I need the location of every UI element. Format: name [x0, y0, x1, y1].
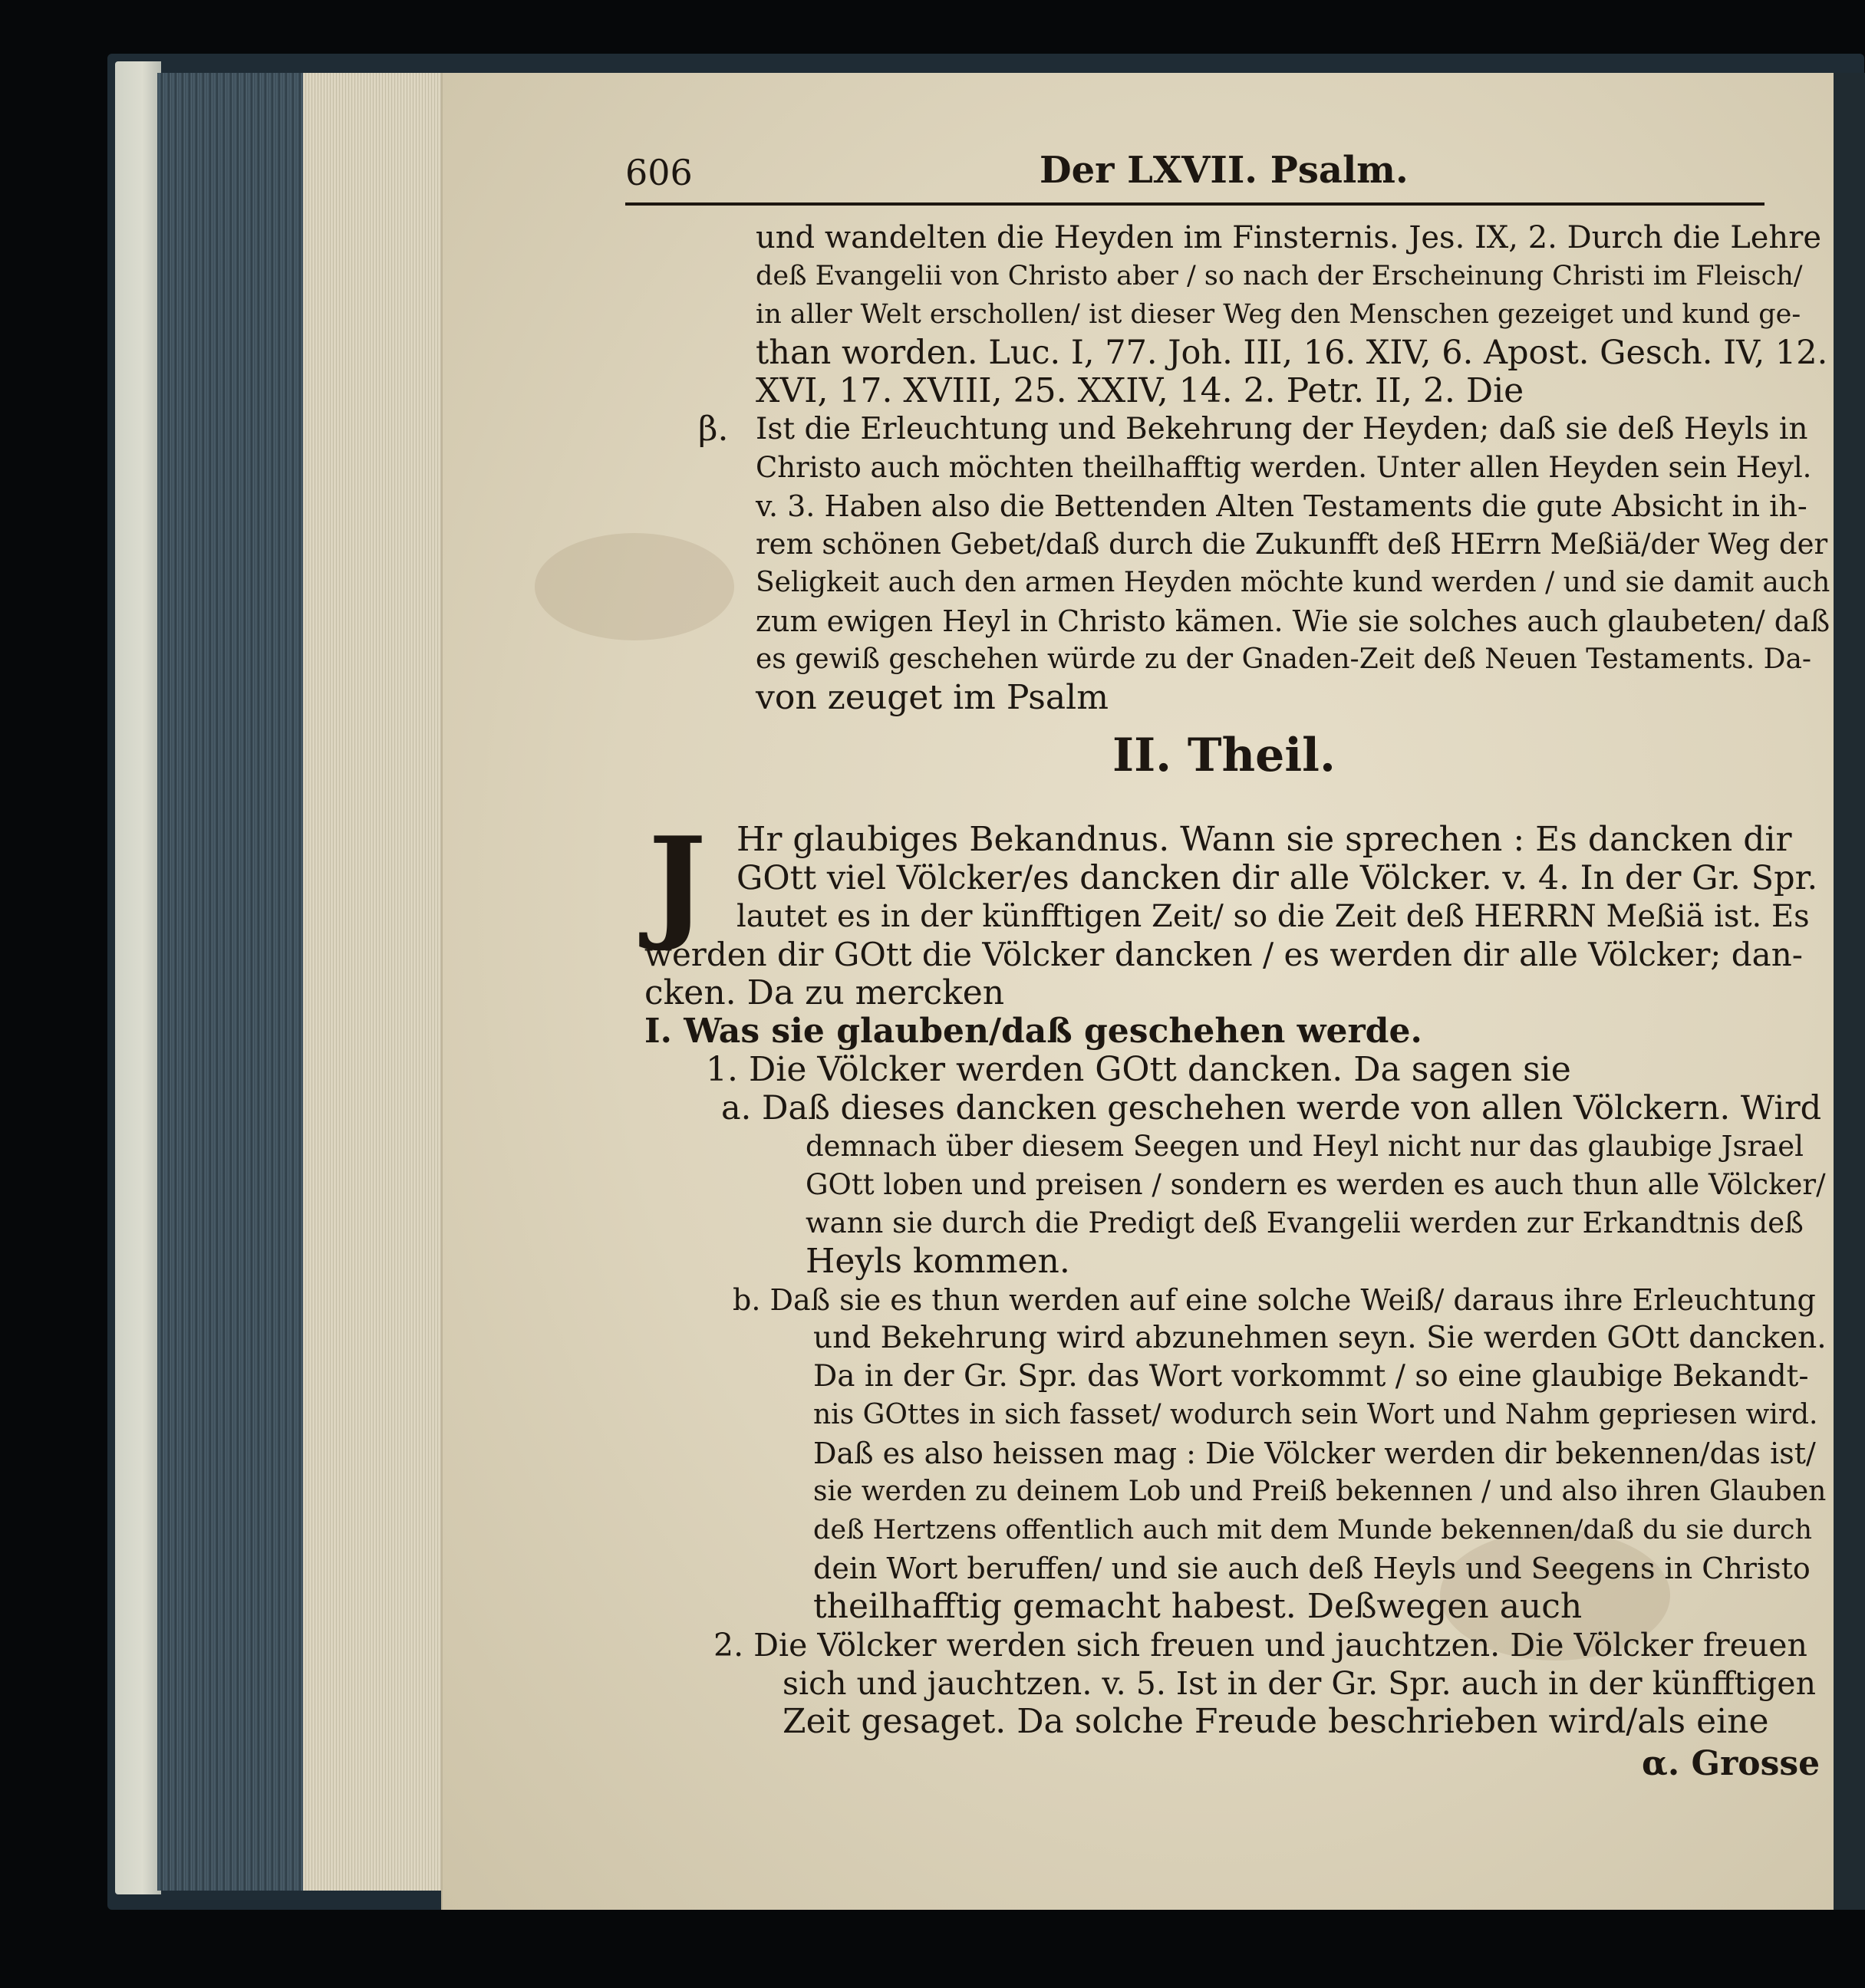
text-line: Zeit gesaget. Da solche Freude beschrieben wird/als eine	[783, 1702, 1769, 1741]
catchword: α. Grosse	[1642, 1744, 1821, 1783]
text-line: es gewiß geschehen würde zu der Gnaden-Zeit deß Neuen Testaments. Da-	[756, 643, 1812, 675]
text-line: than worden. Luc. I, 77. Joh. III, 16. XIV, 6. Apost. Gesch. IV, 12.	[756, 334, 1828, 372]
section-heading: II. Theil.	[1112, 729, 1336, 782]
text-line: von zeuget im Psalm	[756, 678, 1109, 717]
text-line: demnach über diesem Seegen und Heyl nicht nur das glaubige Jsrael	[806, 1130, 1804, 1163]
text-line: nis GOttes in sich fasset/ wodurch sein Wort und Nahm gepriesen wird.	[813, 1399, 1818, 1430]
text-line: Da in der Gr. Spr. das Wort vorkommt / so eine glaubige Bekandt-	[813, 1359, 1809, 1394]
book-cover-edge	[115, 61, 161, 1894]
text-line: Daß es also heissen mag : Die Völcker werden dir bekennen/das ist/	[813, 1437, 1816, 1470]
text-line: theilhafftig gemacht habest. Deßwegen auch	[813, 1587, 1583, 1626]
text-line: und Bekehrung wird abzunehmen seyn. Sie werden GOtt dancken.	[813, 1321, 1827, 1355]
text-line: GOtt loben und preisen / sondern es werden es auch thun alle Völcker/	[806, 1168, 1826, 1201]
text-line: cken. Da zu mercken	[644, 973, 1005, 1012]
header-rule	[625, 202, 1765, 206]
text-line: werden dir GOtt die Völcker dancken / es werden dir alle Völcker; dan-	[644, 936, 1803, 973]
text-line: 2. Die Völcker werden sich freuen und jauchtzen. Die Völcker freuen	[713, 1627, 1807, 1664]
text-line: v. 3. Haben also die Bettenden Alten Testaments die gute Absicht in ih-	[756, 489, 1807, 523]
text-line: Ist die Erleuchtung und Bekehrung der Heyden; daß sie deß Heyls in	[756, 412, 1808, 446]
text-line: Christo auch möchten theilhafftig werden. Unter allen Heyden sein Heyl.	[756, 451, 1812, 484]
point-subheading: 1. Die Völcker werden GOtt dancken. Da sagen sie	[706, 1050, 1571, 1089]
text-line: a. Daß dieses dancken geschehen werde von allen Völckern. Wird	[721, 1089, 1822, 1127]
text-line: lautet es in der künfftigen Zeit/ so die Zeit deß HERRN Meßiä ist. Es	[736, 899, 1810, 934]
background-strip	[1834, 73, 1865, 1910]
drop-cap-initial: J	[648, 810, 707, 954]
text-line: Heyls kommen.	[806, 1242, 1070, 1281]
beta-label: β.	[698, 410, 729, 449]
text-line: und wandelten die Heyden im Finsternis. Jes. IX, 2. Durch die Lehre	[756, 220, 1821, 255]
running-title: Der LXVII. Psalm.	[1040, 149, 1409, 192]
text-line: XVI, 17. XVIII, 25. XXIV, 14. 2. Petr. II, 2. Die	[756, 371, 1524, 410]
text-line: deß Evangelii von Christo aber / so nach der Erscheinung Christi im Fleisch/	[756, 261, 1803, 291]
text-line: dein Wort beruffen/ und sie auch deß Heyls und Seegens in Christo	[813, 1552, 1811, 1585]
page-number: 606	[625, 152, 693, 193]
text-line: sich und jauchtzen. v. 5. Ist in der Gr. Spr. auch in der künfftigen	[783, 1665, 1816, 1702]
point-heading: I. Was sie glauben/daß geschehen werde.	[644, 1012, 1422, 1051]
text-line: rem schönen Gebet/daß durch die Zukunfft deß HErrn Meßiä/der Weg der	[756, 528, 1828, 561]
text-line: b. Daß sie es thun werden auf eine solche Weiß/ daraus ihre Erleuchtung	[733, 1283, 1816, 1317]
paper-stain	[535, 533, 734, 640]
text-line: Hr glaubiges Bekandnus. Wann sie sprechen : Es dancken dir	[736, 820, 1792, 859]
text-line: zum ewigen Heyl in Christo kämen. Wie sie solches auch glaubeten/ daß	[756, 604, 1830, 638]
text-line: sie werden zu deinem Lob und Preiß bekennen / und also ihren Glauben	[813, 1476, 1827, 1507]
page-stack	[157, 73, 444, 1891]
text-line: in aller Welt erschollen/ ist dieser Weg den Menschen gezeiget und kund ge-	[756, 299, 1801, 330]
text-line: deß Hertzens offentlich auch mit dem Munde bekennen/daß du sie durch	[813, 1515, 1813, 1545]
text-line: Seligkeit auch den armen Heyden möchte kund werden / und sie damit auch	[756, 567, 1830, 598]
text-line: GOtt viel Völcker/es dancken dir alle Völcker. v. 4. In der Gr. Spr.	[736, 859, 1818, 897]
text-line: wann sie durch die Predigt deß Evangelii werden zur Erkandtnis deß	[806, 1206, 1804, 1239]
